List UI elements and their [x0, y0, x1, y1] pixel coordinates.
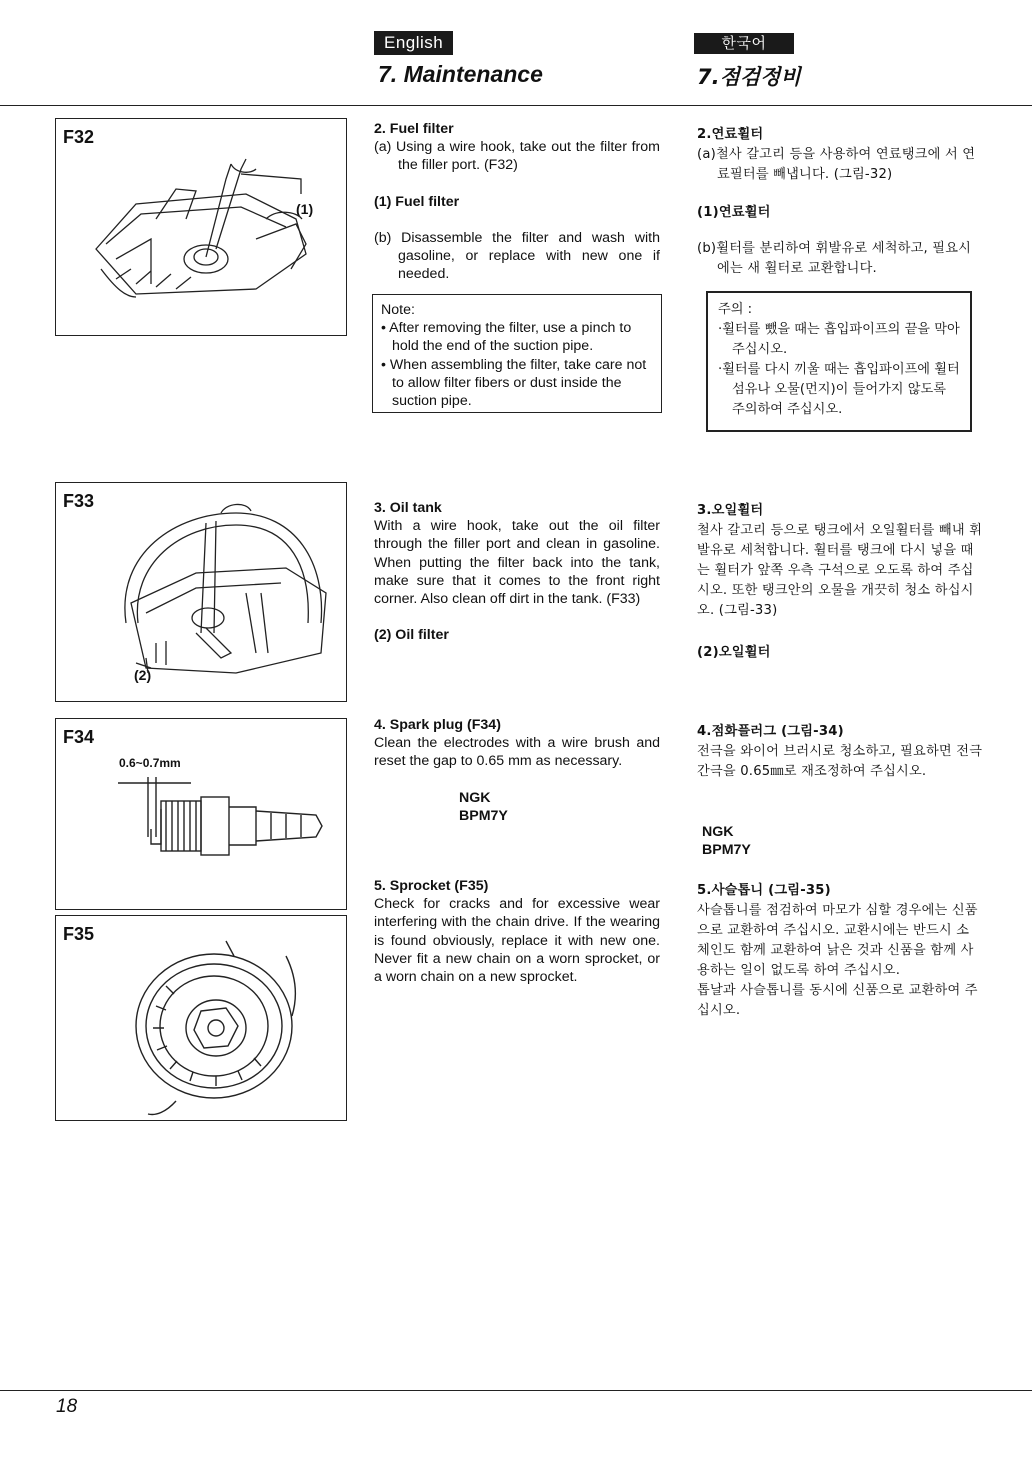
note-item-1: • After removing the filter, use a pinch to hold the end of the suction pipe.: [381, 320, 632, 355]
header-rule: [0, 105, 1032, 106]
sprocket-illustration: [56, 916, 348, 1122]
spark-plug-brand-kr: NGK: [702, 824, 734, 840]
korean-fuel-filter-section: [697, 125, 983, 279]
figure-f32: [55, 118, 347, 336]
heading-oil-tank-kr: 3.오일휠터: [697, 503, 764, 518]
korean-sprocket-section: [697, 881, 983, 1021]
note-title-kr: 주의 :: [718, 302, 753, 317]
item-fuel-filter-kr: (1)연료휠터: [697, 205, 771, 220]
figure-label: F35: [63, 924, 95, 944]
figure-label: F32: [63, 127, 95, 147]
lang-badge-korean: 한국어: [694, 33, 794, 54]
note-item-1-kr: ·휠터를 뺐을 때는 흡입파이프의 끝을 막아 주십시오.: [718, 322, 960, 357]
heading-sprocket: 5. Sprocket (F35): [374, 878, 489, 894]
item-fuel-filter: (1) Fuel filter: [374, 193, 460, 210]
note-item-2: • When assembling the filter, take care not to allow filter fibers or dust inside the suction pipe.: [381, 356, 647, 410]
spark-plug-brand: NGK: [459, 789, 491, 806]
korean-spark-plug-spec: [702, 823, 822, 859]
oil-tank-text: With a wire hook, take out the oil filter through the filler port and clean in gasoline. When putting the filter back into the tank, make sure that it comes to the front right corner. Also clean off dirt in the tank. (F33): [374, 518, 660, 608]
spark-plug-model-kr: BPM7Y: [702, 842, 751, 859]
english-oil-tank-section: [374, 499, 660, 644]
footer-rule: [0, 1390, 1032, 1391]
korean-note-box: [706, 291, 972, 432]
heading-fuel-filter-kr: 2.연료휠터: [697, 127, 764, 142]
spark-plug-model: BPM7Y: [459, 807, 508, 824]
gap-dimension-label: 0.6~0.7mm: [119, 756, 181, 770]
item-oil-filter: (2) Oil filter: [374, 627, 449, 644]
spark-plug-illustration: [56, 719, 348, 911]
korean-oil-tank-section: [697, 501, 983, 663]
heading-oil-tank: 3. Oil tank: [374, 500, 442, 516]
english-note-box: [372, 294, 662, 413]
note-title: Note:: [381, 302, 415, 318]
heading-sprocket-kr: 5.사슬톱니 (그림-35): [697, 883, 831, 898]
figure-label: F34: [63, 727, 95, 747]
heading-fuel-filter: 2. Fuel filter: [374, 121, 454, 137]
item-oil-filter-kr: (2)오일휠터: [697, 645, 771, 660]
english-spark-plug-section: [374, 716, 660, 825]
spark-plug-text-kr: 전극을 와이어 브러시로 청소하고, 필요하면 전극간극을 0.65㎜로 재조정하여 주십시오.: [697, 744, 983, 779]
figure-f34: [55, 718, 347, 910]
step-a-text-kr: (a)철사 갈고리 등을 사용하여 연료탱크에 서 연료필터를 빼냅니다. (그림-32): [697, 147, 976, 182]
callout-label: (2): [134, 667, 152, 683]
step-a-text: (a) Using a wire hook, take out the filter from the filler port. (F32): [374, 139, 660, 174]
heading-spark-plug: 4. Spark plug (F34): [374, 717, 501, 733]
chainsaw-oil-tank-illustration: [56, 483, 348, 703]
korean-spark-plug-section: [697, 722, 983, 782]
step-b-text: (b) Disassemble the filter and wash with gasoline, or replace with new one if needed.: [374, 229, 660, 283]
spark-plug-text: Clean the electrodes with a wire brush and reset the gap to 0.65 mm as necessary.: [374, 735, 660, 770]
section-title-korean: 7.점검정비: [697, 65, 801, 89]
lang-badge-english: English: [374, 31, 453, 55]
english-fuel-filter-section: [374, 120, 660, 283]
english-sprocket-section: [374, 877, 660, 986]
sprocket-text-kr: 사슬톱니를 점검하여 마모가 심할 경우에는 신품으로 교환하여 주십시오. 교환시에는 반드시 소 체인도 함께 교환하여 낡은 것과 신품을 함께 사용하는 일이 없도록 하여 주십시오.: [697, 903, 978, 978]
sprocket-text-2-kr: 톱날과 사슬톱니를 동시에 신품으로 교환하여 주십시오.: [697, 983, 978, 1018]
sprocket-text: Check for cracks and for excessive wear interfering with the chain drive. If the wearing is found obviously, replace it with new one. Never fit a new chain on a worn sprocket, or a worn chain on a new sprocket.: [374, 896, 660, 986]
oil-tank-text-kr: 철사 갈고리 등으로 탱크에서 오일휠터를 빼내 휘발유로 세척합니다. 휠터를 탱크에 다시 넣을 때는 휠터가 앞쪽 우측 구석으로 오도록 하여 주십시오. 또한 탱크안의 오물을 개끗히 청소 하십시오. (그림-33): [697, 523, 983, 618]
chainsaw-fuel-filter-illustration: [56, 119, 348, 337]
heading-spark-plug-kr: 4.점화플러그 (그림-34): [697, 724, 844, 739]
note-item-2-kr: ·휠터를 다시 끼울 때는 흡입파이프에 휠터 섬유나 오물(먼지)이 들어가지 않도록 주의하여 주십시오.: [718, 362, 960, 417]
section-title-english: 7. Maintenance: [378, 61, 543, 87]
figure-f35: [55, 915, 347, 1121]
step-b-text-kr: (b)휠터를 분리하여 휘발유로 세척하고, 필요시에는 새 휠터로 교환합니다.: [697, 241, 972, 276]
figure-label: F33: [63, 491, 95, 511]
callout-label: (1): [296, 201, 314, 217]
figure-f33: [55, 482, 347, 702]
page-number: 18: [56, 1396, 78, 1417]
